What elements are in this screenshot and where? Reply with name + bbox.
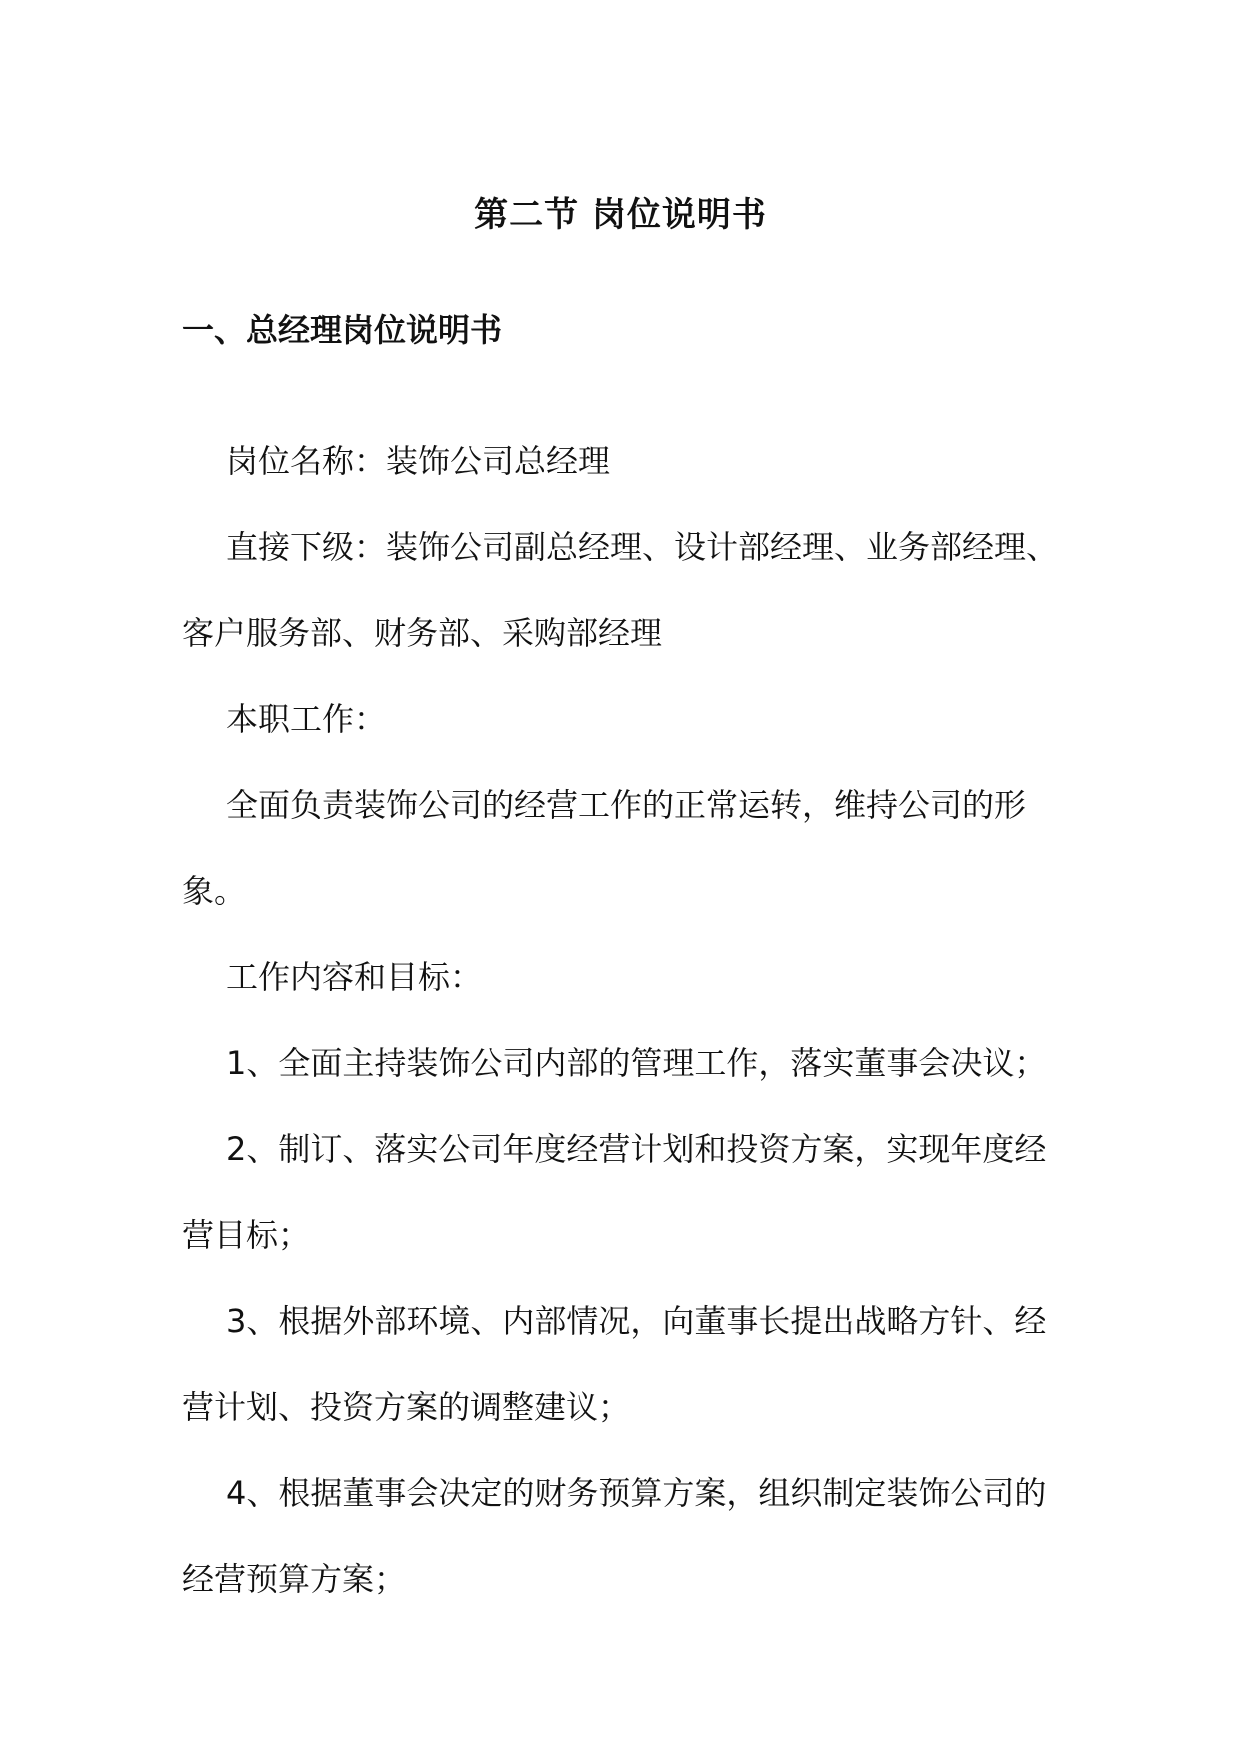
work-item-4: 4、根据董事会决定的财务预算方案，组织制定装饰公司的经营预算方案； xyxy=(182,1474,1047,1598)
work-item-2: 2、制订、落实公司年度经营计划和投资方案，实现年度经营目标； xyxy=(182,1130,1047,1254)
section-heading: 一、总经理岗位说明书 xyxy=(182,311,503,349)
core-duty-label: 本职工作： xyxy=(226,700,387,738)
page-title: 第二节 岗位说明书 xyxy=(474,195,767,235)
body-text xyxy=(182,418,1067,1622)
position-name-paragraph: 岗位名称：装饰公司总经理 xyxy=(226,442,611,480)
work-item-3: 3、根据外部环境、内部情况，向董事长提出战略方针、经营计划、投资方案的调整建议； xyxy=(182,1302,1047,1426)
work-content-label: 工作内容和目标： xyxy=(226,958,483,996)
work-item-1: 1、全面主持装饰公司内部的管理工作，落实董事会决议； xyxy=(226,1044,1047,1082)
core-duty-paragraph: 全面负责装饰公司的经营工作的正常运转，维持公司的形象。 xyxy=(182,786,1027,910)
direct-subordinates-paragraph: 直接下级：装饰公司副总经理、设计部经理、业务部经理、客户服务部、财务部、采购部经理 xyxy=(182,528,1059,652)
